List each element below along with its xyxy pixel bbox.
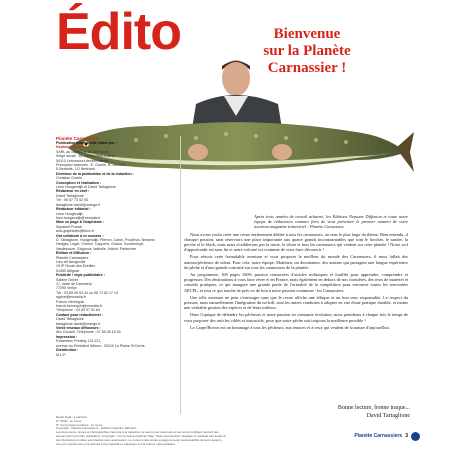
article-paragraph: Au programme, 108 pages 100% passion consacrées d'articles techniques et fouillés pour apprendre, comprendre et progresser. Des destinations à vous faire rêver et en France, mais également en dehors de nos frontières, des tests de matériel et conseils pratiques, ce qui inaugure une grande partie de l'actualité de la compétition pour retrouver toutes les rencontres AFCPL, et tout ce qui touche de près ou de loin à notre passion commune : les Carnassiers. bbox=[184, 272, 408, 293]
credit-line: Publicité / régie publicitaire : bbox=[56, 273, 105, 278]
credit-line: Christian Guérin bbox=[56, 176, 82, 181]
article-paragraph: Le Carpe/Brown est un hommage à tous les pêcheurs, aux tenaces et à ceux qui veulent de la nature d'aujourd'hui. bbox=[190, 324, 390, 330]
legal-fineprint bbox=[56, 416, 316, 446]
credit-line: Lieu dit Neugeville bbox=[56, 259, 86, 264]
credit-line: 01360 Attignat bbox=[56, 268, 79, 273]
credit-line: Planète Carnassiers bbox=[56, 255, 89, 260]
page-title: Édito bbox=[56, 3, 181, 61]
credit-line: Téléphone : 03 83 97 51 64 bbox=[56, 308, 100, 313]
article-paragraph: Dans l'optique de défendre les pêcheurs et notre passion en constante évolution, nous prendrons à chaque fois le temps de vous proposer des articles ciblés et instructifs, pour que notre pêche soit toujours la meilleure possible ! bbox=[184, 312, 408, 323]
credit-line: David Tartaglione bbox=[56, 317, 84, 322]
credit-line: leon.hoogendijk@neosdia.fr bbox=[56, 215, 101, 220]
credit-line: E.Berbellé, J.D Bertrand bbox=[56, 167, 95, 172]
credit-line: Alix Conseil, Téléphone : 07 66 46 16 39 bbox=[56, 330, 121, 335]
credit-line: Rédacteur en chef : bbox=[56, 189, 90, 194]
credit-line: 54110 Lenoncourt-devant-Nancy bbox=[56, 158, 109, 163]
welcome-line: Carnassier ! bbox=[267, 60, 347, 76]
credit-line: Franck Hervéguin bbox=[56, 299, 85, 304]
credit-line: Léon Hoogendijk et David Tartaglione bbox=[56, 185, 116, 190]
masthead-credits bbox=[56, 136, 176, 414]
credit-line: Rédacteur éditorial : bbox=[56, 207, 91, 212]
welcome-heading bbox=[232, 26, 382, 77]
credit-line: Contact pour rédactionnel : bbox=[56, 312, 103, 317]
credit-line: Directeur de la publication et de la rédaction : bbox=[56, 171, 134, 176]
credit-line: Ont collaboré à ce numéro : bbox=[56, 233, 104, 238]
fineprint-line: Les documents, textes et photographies transmis à la rédaction ne seront pas retournés et leur envoi implique l'accord des bbox=[56, 430, 219, 435]
credit-line: tartaglione.david@orange.fr bbox=[56, 321, 101, 326]
credit-line: sgricet@neosdia.fr bbox=[56, 295, 87, 300]
page-footer bbox=[320, 430, 420, 442]
fineprint-line: Les prix mentionnés sont donnés à titre indicatif et s'appliquent à la France métropolitaine. bbox=[56, 441, 176, 446]
signoff bbox=[300, 404, 410, 420]
credit-line: Squalent Franck bbox=[56, 224, 83, 229]
article-intro: Après trois années de travail acharné, les Éditions Neptune Diffusion et toute notre équipe de rédacteurs sommes fiers de vous présenter le premier numéro de votre nouveau magazine trimestriel : Planète Carnassier. bbox=[254, 214, 408, 230]
credit-line: Conception et réalisation : bbox=[56, 180, 102, 185]
credit-line: Neptune Diffusion bbox=[56, 145, 87, 150]
signoff-author: David Tartaglione bbox=[366, 413, 410, 419]
credit-line: SARL au capital de 35.000 euros bbox=[56, 149, 109, 154]
credit-line: Principaux associés : E. Guérin, N. Abbaud, bbox=[56, 163, 126, 168]
article-paragraph: Pour réussir cette formidable aventure et vous proposer le meilleur du monde des Carnassiers, il nous fallait des auteurs/pêcheurs de talent. Pour cela, notre équipe, Matthieu, un dessinateur, des auteurs qui partagent une longue expérience du pêche et d'une grande curiosité sur tous les carnassiers de la planète. bbox=[184, 254, 408, 270]
credit-line: Tél : 03.85.95.93.44 ou 06 73 82 17 14 bbox=[56, 290, 118, 295]
credit-line: Vasilescuze, Grignoux, Isabelle, Mahut, Palancher bbox=[56, 246, 137, 251]
editorial-article bbox=[184, 214, 408, 404]
credit-line: D. Tartaglione, Hoogendijk, Pierron, Carini, Pouilleux, Nessine, bbox=[56, 237, 156, 242]
fineprint-line: Copyright : Planète Carnassiers - Éditions Neptune Diffusion bbox=[56, 426, 137, 431]
credit-line: Léon Hoogendijk bbox=[56, 211, 83, 216]
credit-line: avenue du Président Wilson - 93210 La Plaine St Denis bbox=[56, 343, 145, 348]
article-paragraph: Une telle aventure ne peut s'envisager sans que le revue affiche une éthique et un bon sens responsable. Le respect du poisson, mais naturellement l'intégration du no-kill, sont les autres conduites à adopter en vue d'une pratique durable, et moins une véritable gestion des espèces et de leurs milieux. bbox=[184, 294, 408, 311]
credit-line: Impression : bbox=[56, 334, 78, 339]
column-divider bbox=[180, 136, 181, 414]
page-number: 3 bbox=[405, 433, 408, 439]
credit-line: M.L.P. bbox=[56, 352, 66, 357]
credit-line: 77290 Verlyn bbox=[56, 286, 77, 291]
credit-line: tartaglione.david@orange.fr bbox=[56, 202, 101, 207]
credit-line: Siège social : 16, rue du Dieu Chêne bbox=[56, 154, 115, 159]
credit-line: 17, route de Dammery bbox=[56, 282, 92, 286]
credit-line: Tél : 06 87 73 52 05 bbox=[56, 198, 88, 203]
fineprint-line: N° Commission paritaire : en cours bbox=[56, 422, 103, 427]
credit-line: Rossmann Printing 113-121, bbox=[56, 339, 102, 344]
credit-line: 19 IP Route des Eveillés bbox=[56, 264, 96, 269]
credit-line: Sabine Gricet bbox=[56, 277, 78, 282]
masthead-brand: Planète Carnassiers bbox=[56, 136, 100, 141]
fineprint-line: Dépôt légal : à parution. bbox=[56, 415, 88, 419]
welcome-line: Bienvenue bbox=[273, 26, 341, 42]
credit-line: Édition et Diffusion : bbox=[56, 251, 92, 256]
credit-line: Mise en page & Graphisme : bbox=[56, 220, 105, 225]
footer-brand: Planète Carnassiers bbox=[354, 433, 403, 439]
credit-line: Distribution : bbox=[56, 348, 79, 353]
credit-line: Publication trimestrielle éditée par : bbox=[56, 141, 117, 145]
credit-line: Hedges, Leger, Chenel, Cappens, Giraud, Scodenkopf, bbox=[56, 242, 144, 247]
signoff-greeting: Bonne lecture, bonne traque... bbox=[337, 405, 410, 411]
credit-line: David Tartaglione bbox=[56, 193, 84, 198]
article-paragraph: Nous avons voulu créer une revue entièrement dédiée à tous les carnassiers, au sens le plus large du thème. Bien entendu, il chasque passion, sans réservoirs une place importante aux quatre grands incontournables que sont le brochet, le sandre, la perche et le black, mais nous n'oublierons pas la truite, le silure et tous les carnassiers qui veulent sur cette planète ! Notre soif d'approfondir est sans fin et notre volonté est vraiment de vous faire découvrir ! bbox=[184, 231, 408, 253]
fineprint-line: N° ISSN : en cours bbox=[56, 418, 82, 423]
credit-line: Vente réseaux diffuseurs : bbox=[56, 326, 101, 331]
brand-logo-icon bbox=[411, 432, 420, 441]
fineprint-line: des illustrations publiés est interdite sans autorisation. Le contenu des textes engage la seule responsabilité de leurs auteurs. bbox=[56, 437, 223, 442]
credit-line: franck.hervequin@neosdia.fr bbox=[56, 304, 102, 309]
fineprint-line: auteurs pour leur libre publication. Copyright : Curva Grana Collector Mag. Toute reproduction intégrale ou partielle des textes et bbox=[56, 433, 227, 438]
credit-line: and-graphistes@libox.fr bbox=[56, 229, 95, 234]
welcome-line: sur la Planète bbox=[263, 43, 351, 59]
